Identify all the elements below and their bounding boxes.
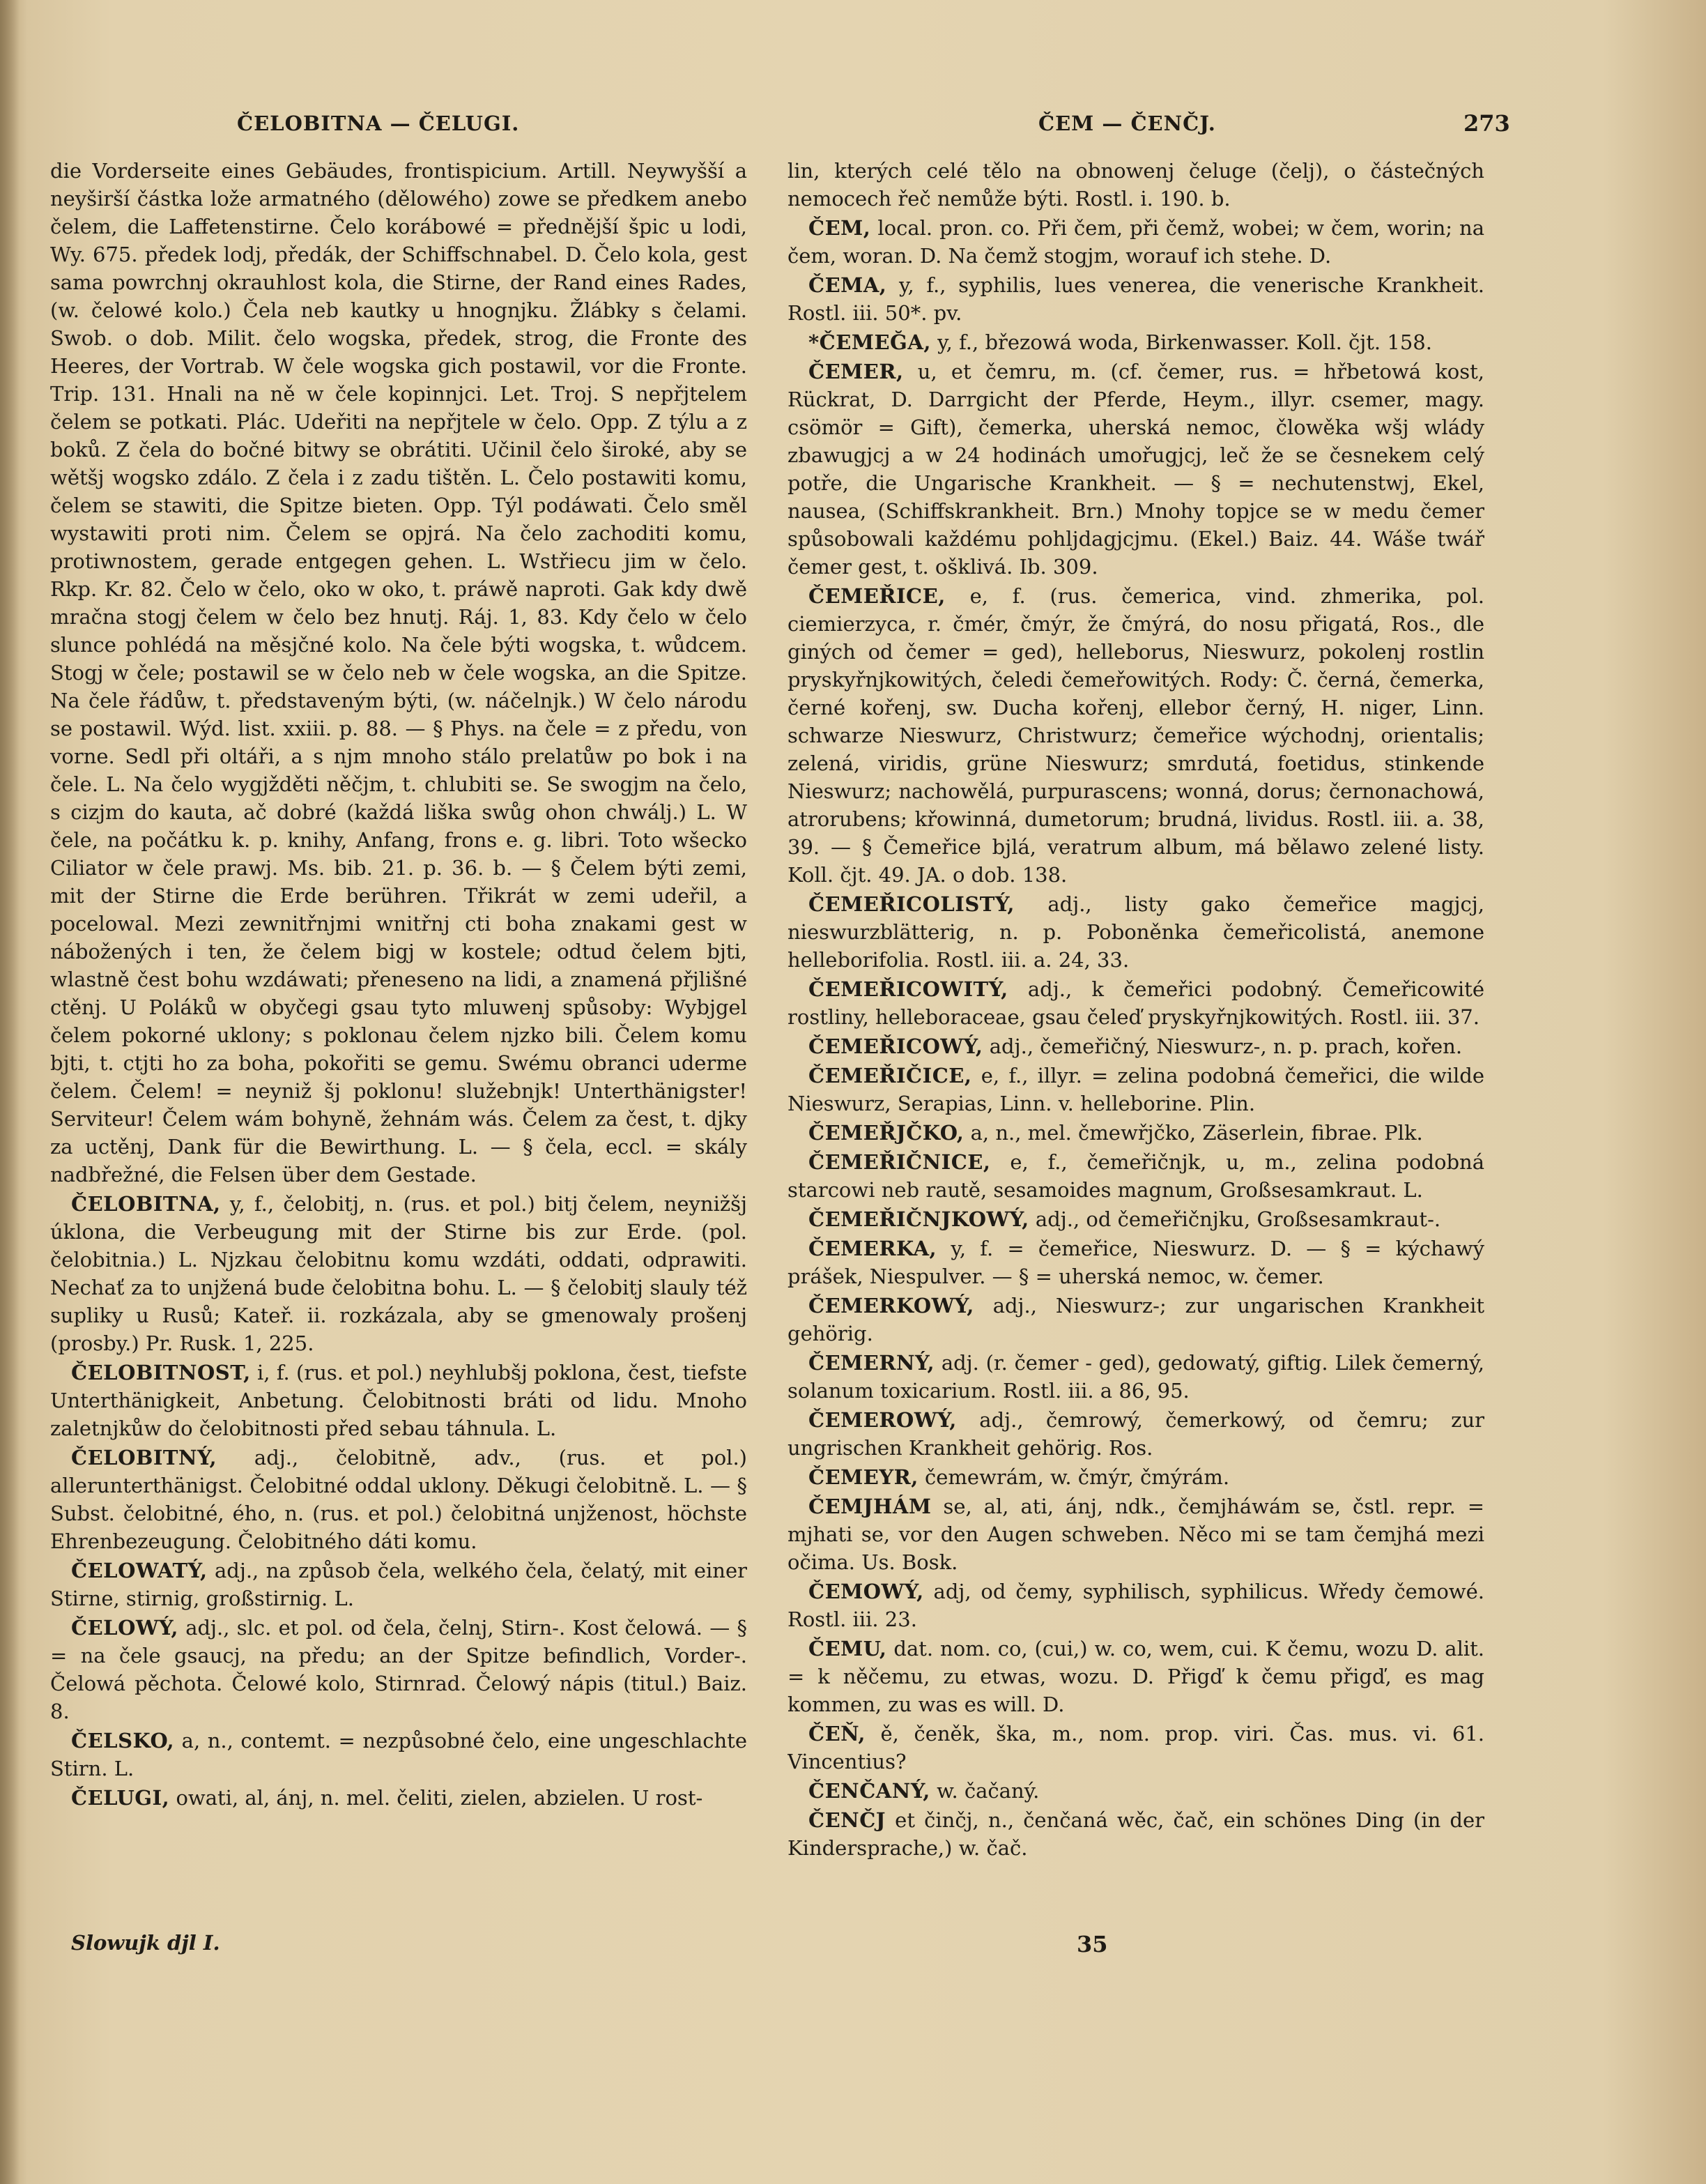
entry-text: e, f., illyr. = zelina podobná čemeřici, die wilde Nieswurz, Serapias, Linn. v. helleborine. Plin. — [787, 1064, 1484, 1115]
entry-text: e, f., čemeřičnjk, u, m., zelina podobná starcowi neb rautě, sesamoides magnum, Großsesamkraut. L. — [787, 1150, 1484, 1202]
entry-headword: ČENČANÝ, — [808, 1779, 930, 1803]
spine-shadow — [0, 0, 20, 2184]
entry-headword: ČEMJHÁM — [808, 1495, 932, 1518]
entry-headword: ČEMERKA, — [808, 1237, 937, 1260]
dictionary-entry — [787, 975, 1484, 1031]
dictionary-entry — [787, 1235, 1484, 1290]
dictionary-entry — [50, 1359, 747, 1442]
entry-text: čemewrám, w. čmýr, čmýrám. — [925, 1465, 1230, 1489]
entry-headword: ČEMER, — [808, 360, 904, 383]
running-header — [105, 105, 1680, 146]
entry-headword: ČEMU, — [808, 1637, 887, 1660]
entry-text: ě, čeněk, ška, m., nom. prop. viri. Čas. mus. vi. 61. Vincentius? — [787, 1722, 1484, 1773]
right-column — [787, 157, 1484, 1941]
dictionary-entry — [50, 157, 747, 1189]
entry-headword: ČELOBITNA, — [71, 1192, 221, 1216]
entry-headword: ČEMEŘIČNICE, — [808, 1150, 991, 1174]
dictionary-entry — [50, 1784, 747, 1812]
entry-headword: ČELOWÝ, — [71, 1616, 178, 1640]
entry-text: e, f. (rus. čemerica, vind. zhmerika, pol. ciemierzyca, r. čmér, čmýr, že čmýrá, do nosu přigatá, Ros., dle giných od čemer = ged), helleborus, Nieswurz, pokolenj rostlin pryskyřnjkowitých, čeledi čemeřowitých. Rody: Č. černá, čemerka, černé kořenj, sw. Ducha kořenj, ellebor černý, H. niger, Linn. schwarze Nieswurz, Christwurz; čemeřice wýchodnj, orientalis; zelená, viridis, grüne Nieswurz; smrdutá, foetidus, stinkende Nieswurz; nachowělá, purpurascens; wonná, dorus; černonachowá, atrorubens; křowinná, dumetorum; brudná, lividus. Rostl. iii. a. 38, 39. — § Čemeřice bjlá, veratrum album, má bělawo zelené listy. Koll. čjt. 49. JA. o dob. 138. — [787, 584, 1484, 887]
entry-text: y, f. = čemeřice, Nieswurz. D. — § = kýchawý prášek, Niespulver. — § = uherská nemoc, w. čemer. — [787, 1237, 1484, 1288]
entry-text: adj. (r. čemer - ged), gedowatý, giftig. Lilek čemerný, solanum toxicarium. Rostl. iii. a 86, 95. — [787, 1351, 1484, 1403]
entry-text: et činčj, n., čenčaná wěc, čač, ein schönes Ding (in der Kindersprache,) w. čač. — [787, 1808, 1484, 1860]
entry-headword: ČEMEŘICOWITÝ, — [808, 977, 1008, 1001]
entry-headword: ČEMERKOWÝ, — [808, 1294, 974, 1318]
dictionary-entry — [787, 1492, 1484, 1576]
dictionary-entry — [787, 271, 1484, 327]
entry-text: adj, od čemy, syphilisch, syphilicus. Wředy čemowé. Rostl. iii. 23. — [787, 1580, 1484, 1631]
dictionary-entry — [787, 1148, 1484, 1204]
dictionary-entry — [787, 1806, 1484, 1862]
entry-headword: ČELOBITNOST, — [71, 1361, 251, 1384]
dictionary-entry — [787, 328, 1484, 356]
dictionary-entry — [787, 1062, 1484, 1117]
entry-text: adj., Nieswurz-; zur ungarischen Krankheit gehörig. — [787, 1294, 1484, 1345]
dictionary-entry — [787, 1349, 1484, 1405]
dictionary-entry — [787, 890, 1484, 974]
dictionary-entry — [787, 1406, 1484, 1462]
entry-text: w. čačaný. — [937, 1779, 1040, 1803]
entry-text: i, f. (rus. et pol.) neyhlubšj poklona, čest, tiefste Unterthänigkeit, Anbetung. Čelobitnosti bráti od lidu. Mnoho zaletnjkůw do čelobitnosti před sebau táhnula. L. — [50, 1361, 747, 1440]
left-column — [50, 157, 747, 1941]
entry-text: adj., listy gako čemeřice magjcj, nieswurzblätterig, n. p. Poboněnka čemeřicolistá, anemone helleborifolia. Rostl. iii. a. 24, 33. — [787, 892, 1484, 972]
entry-headword: ČEMEROWÝ, — [808, 1408, 957, 1432]
entry-headword: ČEMEYR, — [808, 1465, 919, 1489]
entry-text: dat. nom. co, (cui,) w. co, wem, cui. K čemu, wozu D. alit. = k něčemu, zu etwas, wozu. D. Přigď k čemu přigď, es mag kommen, zu was es will. D. — [787, 1637, 1484, 1716]
entry-headword: ČEMEŘIČICE, — [808, 1064, 972, 1087]
entry-headword: ČEMEŘICOWÝ, — [808, 1034, 983, 1058]
entry-headword: ČELSKO, — [71, 1729, 175, 1752]
entry-headword: ČEMEŘIČNJKOWÝ, — [808, 1207, 1029, 1231]
entry-text: se, al, ati, ánj, ndk., čemjháwám se, čstl. repr. = mjhati se, vor den Augen schweben. Něco mi se tam čemjhá mezi očima. Us. Bosk. — [787, 1495, 1484, 1574]
entry-text: a, n., mel. čmewřjčko, Zäserlein, fibrae. Plk. — [970, 1121, 1423, 1145]
entry-headword: ČEM, — [808, 216, 871, 240]
entry-headword: ČELUGI, — [71, 1786, 170, 1810]
entry-headword: ČEMEŘJČKO, — [808, 1121, 965, 1145]
entry-text: adj., čemrowý, čemerkowý, od čemru; zur ungrischen Krankheit gehörig. Ros. — [787, 1408, 1484, 1460]
dictionary-entry — [787, 1720, 1484, 1776]
entry-headword: ČEMEŘICE, — [808, 584, 946, 608]
entry-headword: ČENČJ — [808, 1808, 886, 1832]
dictionary-entry — [50, 1557, 747, 1612]
entry-text: y, f., čelobitj, n. (rus. et pol.) bitj čelem, neynižšj úklona, die Verbeugung mit der Stirne bis zur Erde. (pol. čelobitnia.) L. Njzkau čelobitnu komu wzdáti, oddati, odprawiti. Nechať za to unjžená bude čelobitna bohu. L. — § čelobitj slauly též supliky u Rusů; Kateř. ii. rozkázala, aby se gmenowaly prošenj (prosby.) Pr. Rusk. 1, 225. — [50, 1192, 747, 1355]
entry-text: y, f., březowá woda, Birkenwasser. Koll. čjt. 158. — [937, 330, 1432, 354]
entry-text: lin, kterých celé tělo na obnowenj čeluge (čelj), o částečných nemocech řeč nemůže býti. Rostl. i. 190. b. — [787, 159, 1484, 211]
dictionary-entry — [787, 214, 1484, 270]
entry-text: adj., k čemeřici podobný. Čemeřicowité rostliny, helleboraceae, gsau čeleď pryskyřnjkowitých. Rostl. iii. 37. — [787, 977, 1484, 1029]
entry-headword: ČEMOWÝ, — [808, 1580, 924, 1603]
dictionary-entry — [50, 1727, 747, 1782]
entry-text: local. pron. co. Při čem, při čemž, wobei; w čem, worin; na čem, woran. D. Na čemž stogjm, worauf ich stehe. D. — [787, 216, 1484, 268]
entry-headword: ČELOBITNÝ, — [71, 1446, 217, 1469]
dictionary-entry — [50, 1444, 747, 1555]
entry-text: adj., slc. et pol. od čela, čelnj, Stirn-. Kost čelowá. — § = na čele gsaucj, na předu; an der Spitze befindlich, Vorder-. Čelowá pěchota. Čelowé kolo, Stirnrad. Čelowý nápis (titul.) Baiz. 8. — [50, 1616, 747, 1723]
dictionary-entry — [787, 358, 1484, 581]
signature-mark: Slowujk djl I. — [71, 1931, 220, 1955]
entry-headword: ČEMERNÝ, — [808, 1351, 935, 1375]
dictionary-entry — [787, 1292, 1484, 1347]
dictionary-entry — [787, 157, 1484, 213]
entry-headword: ČEŇ, — [808, 1722, 866, 1746]
dictionary-entry — [50, 1190, 747, 1357]
dictionary-entry — [787, 1635, 1484, 1718]
entry-text: a, n., contemt. = nezpůsobné čelo, eine ungeschlachte Stirn. L. — [50, 1729, 747, 1780]
dictionary-entry — [787, 1205, 1484, 1233]
dictionary-entry — [50, 1614, 747, 1725]
entry-headword: ČEMA, — [808, 273, 887, 297]
entry-headword: ČELOWATÝ, — [71, 1559, 208, 1582]
dictionary-entry — [787, 1777, 1484, 1805]
entry-headword: *ČEMEĞA, — [808, 330, 931, 354]
dictionary-entry — [787, 1463, 1484, 1491]
left-running-title: ČELOBITNA — ČELUGI. — [237, 112, 520, 135]
page-number: 273 — [1463, 110, 1510, 137]
dictionary-entry — [787, 1032, 1484, 1060]
folio-number: 35 — [1077, 1931, 1108, 1957]
dictionary-entry — [787, 1578, 1484, 1633]
dictionary-entry — [787, 582, 1484, 889]
entry-text: adj., čelobitně, adv., (rus. et pol.) allerunterthänigst. Čelobitné oddal uklony. Děkugi čelobitně. L. — § Subst. čelobitné, ého, n. (rus. et pol.) čelobitná unjženost, höchste Ehrenbezeugung. Čelobitného dáti komu. — [50, 1446, 747, 1553]
entry-text: y, f., syphilis, lues venerea, die venerische Krankheit. Rostl. iii. 50*. pv. — [787, 273, 1484, 325]
entry-text: die Vorderseite eines Gebäudes, frontispicium. Artill. Neywyšší a neyširší částka lože armatného (dělowého) zowe se předkem anebo čelem, die Laffetenstirne. Čelo korábowé = přednější špic u lodi, Wy. 675. předek lodj, předák, der Schiffschnabel. D. Čelo kola, gest sama powrchnj okrauhlost kola, die Stirne, der Rand eines Rades, (w. čelowé kolo.) Čela neb kautky u hnognjku. Žlábky s čelami. Swob. o dob. Milit. čelo wogska, předek, strog, die Fronte des Heeres, der Vortrab. W čele wogska gich postawil, vor die Fronte. Trip. 131. Hnali na ně w čele kopinnjci. Let. Troj. S nepřjtelem čelem se potkati. Plác. Udeřiti na nepřjtele w čelo. Opp. Z týlu a z boků. Z čela do bočné bitwy se obrátiti. Učinil čelo široké, aby se wětšj wogsko zdálo. Z čela i z zadu tištěn. L. Čelo postawiti komu, čelem se stawiti, die Spitze bieten. Opp. Týl podáwati. Čelo směl wystawiti proti nim. Čelem se opjrá. Na čelo zachoditi komu, protiwnostem, gerade entgegen gehen. L. Wstřiecu jim w čelo. Rkp. Kr. 82. Čelo w čelo, oko w oko, t. práwě naproti. Gak kdy dwě mračna stogj čelem w čelo bez hnutj. Ráj. 1, 83. Kdy čelo w čelo slunce pohlédá na měsjčné kolo. Na čele býti wogska, t. wůdcem. Stogj w čele; postawil se w čelo neb w čele wogska, an die Spitze. Na čele řádůw, t. představeným býti, (w. náčelnjk.) W čelo národu se postawil. Wýd. list. xxiii. p. 88. — § Phys. na čele = z předu, von vorne. Sedl při oltáři, a s njm mnoho stálo prelatůw po bok i na čele. L. Na čelo wygjžděti něčjm, t. chlubiti se. Se swogjm na čelo, s cizjm do kauta, ač dobré (každá liška swůg ohon chwálj.) L. W čele, na počátku k. p. knihy, Anfang, frons e. g. libri. Toto wšecko Ciliator w čele prawj. Ms. bib. 21. p. 36. b. — § Čelem býti zemi, mit der Stirne die Erde berühren. Třikrát w zemi udeřil, a pocelowal. Mezi zewnitřnjmi wnitřnj cti boha znakami gest w nábožených i ten, že čelem bigj w kostele; odtud čelem bjti, wlastně čest bohu wzdáwati; přeneseno na lidi, a znamená přjlišné ctěnj. U Poláků w obyčegi gsau tyto mluwenj spůsoby: Wybjgel čelem pokorné uklony; s poklonau čelem njzko bili. Čelem komu bjti, t. ctjti ho za boha, pokořiti se gemu. Swému obranci uderme čelem. Čelem! = neyniž šj poklonu! služebnjk! Unterthänigster! Serviteur! Čelem wám bohyně, žehnám wás. Čelem za čest, t. djky za uctěnj, Dank für die Bewirthung. L. — § čela, eccl. = skály nadbřežné, die Felsen über dem Gestade. — [50, 159, 747, 1186]
entry-text: owati, al, ánj, n. mel. čeliti, zielen, abzielen. U rost- — [176, 1786, 703, 1810]
entry-text: adj., od čemeřičnjku, Großsesamkraut-. — [1035, 1207, 1441, 1231]
entry-text: adj., na způsob čela, welkého čela, čelatý, mit einer Stirne, stirnig, großstirnig. L. — [50, 1559, 747, 1610]
entry-headword: ČEMEŘICOLISTÝ, — [808, 892, 1015, 916]
dictionary-entry — [787, 1119, 1484, 1147]
entry-text: adj., čemeřičný, Nieswurz-, n. p. prach, kořen. — [989, 1034, 1463, 1058]
right-running-title: ČEM — ČENČJ. — [1038, 112, 1216, 135]
entry-text: u, et čemru, m. (cf. čemer, rus. = hřbetowá kost, Rückrat, D. Darrgicht der Pferde, Heym., illyr. csemer, magy. csömör = Gift), čemerka, uherská nemoc, člowěka wšj wlády zbawugjcj a w 24 hodinách umořugjcj, leč že se česnekem celý potře, die Ungarische Krankheit. — § = nechutenstwj, Ekel, nausea, (Schiffskrankheit. Brn.) Mnohy topjce se w medu čemer spůsobowali každému pohljdagjcjmu. (Ekel.) Baiz. 44. Wáše twář čemer gest, t. ošklivá. Ib. 309. — [787, 360, 1484, 579]
